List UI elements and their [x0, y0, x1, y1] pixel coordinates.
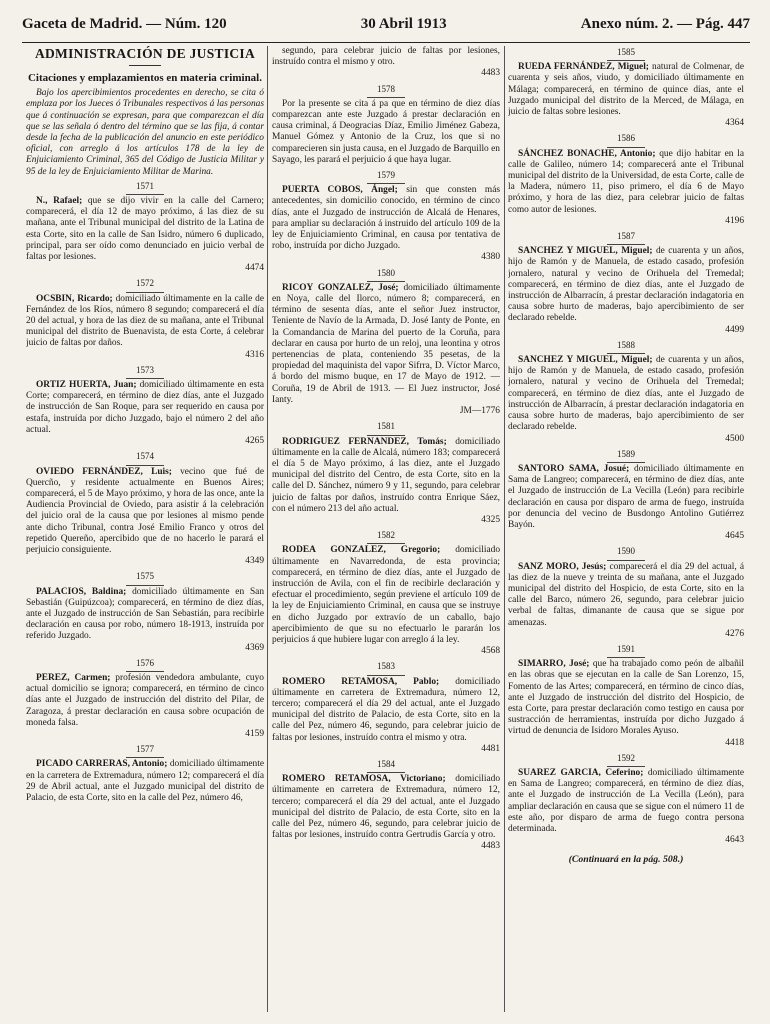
notice-entry: [26, 744, 264, 804]
notice-person-name: PALACIOS, Baldina;: [36, 586, 127, 597]
notice-text: domiciliado últimamente en Sama de Langreo; comparecerá, en término de diez días, ante el Juzgado de instrucción de La Vecilla (León) para recibirle declaración en causa por disparo de arma de fuego, instruída por denuncia del vecino de Busdongo Antolino Gutiérrez Bayón.: [508, 463, 744, 530]
notice-reference: 4265: [245, 436, 264, 447]
notice-body: [26, 294, 264, 350]
notice-number: 1579: [272, 170, 500, 184]
notice-reference: 4474: [245, 263, 264, 274]
notice-person-name: SÁNCHEZ BONACHE, Antonio;: [518, 148, 656, 159]
notice-entry: [26, 658, 264, 740]
notice-person-name: RICOY GONZALEZ, José;: [282, 282, 399, 293]
notice-entry: [26, 365, 264, 447]
notice-body: [272, 774, 500, 841]
notice-entry: [272, 46, 500, 80]
notice-reference: 4483: [481, 841, 500, 852]
notice-body: [272, 99, 500, 166]
notice-reference: 4369: [245, 642, 264, 653]
notice-entry: [272, 170, 500, 264]
notice-text: Por la presente se cita á pa que en término de diez días comparezcan ante este Juzgado á prestar declaración en causa criminal, á Deogracias Díaz, Emilio Jiménez Gabeza, Manuel Gómez y Antonio de la Cruz, los que si no comparecieren sin justa causa, en el Juzgado de Barquillo en Sayago, les parará el perjuicio á que haya lugar.: [272, 98, 500, 165]
notice-reference: 4500: [725, 433, 744, 444]
notice-number: 1589: [508, 449, 744, 463]
notice-entry: [26, 181, 264, 275]
header-right: Anexo núm. 2. — Pág. 447: [580, 15, 750, 32]
notice-text: domiciliado últimamente en carretera de Extremadura, número 12, tercero; comparecerá el día 29 del actual, ante el Juzgado municipal del distrito de Palacio, de esta Corte, sito en la calle del Pez, número 46, segundo, para celebrar juicio de faltas por lesiones, instruído contra Gertrudis García y otro.: [272, 774, 500, 841]
notice-number: 1581: [272, 421, 500, 435]
notice-reference: 4380: [481, 252, 500, 263]
notice-number: 1574: [26, 451, 264, 465]
notice-reference: 4159: [245, 728, 264, 739]
notice-entry: [26, 451, 264, 567]
section-title: ADMINISTRACIÓN DE JUSTICIA: [34, 46, 256, 61]
notice-text: domiciliado últimamente en esta Corte; comparecerá, en término de diez días, ante el Juzgado de instrucción de San Roque, para ser requerido en causa por estafa, instruída por dicho Juzgado, bajo el número 2 del año actual.: [26, 380, 264, 435]
notice-entry: [508, 340, 744, 445]
notice-body: [508, 562, 744, 629]
notice-number: 1584: [272, 759, 500, 773]
notice-person-name: ORTIZ HUERTA, Juan;: [36, 380, 137, 391]
notice-body: [26, 587, 264, 643]
notice-body: [508, 246, 744, 324]
notice-entry: [272, 421, 500, 526]
notice-entry: [26, 278, 264, 360]
notice-text: segundo, para celebrar juicio de faltas por lesiones, instruído contra el mismo y otro.: [272, 46, 500, 68]
notice-text: que ha trabajado como peón de albañil en las obras que se ejecutan en la calle de San Lorenzo, 15, Fomento de las Artes; comparecerá, en término de cinco días, ante el Juzgado de instrucción del distrito del Hospicio, de esta Corte, para prestar declaración como testigo en causa por sustracción de herramientas, instruída por dicho Juzgado á virtud de denuncia de Isidoro Morales Ayuso.: [508, 659, 744, 737]
notice-person-name: RODRIGUEZ FERNANDEZ, Tomás;: [282, 436, 447, 447]
column-2: [272, 46, 500, 1016]
notice-number: 1592: [508, 753, 744, 767]
notice-reference: 4643: [725, 835, 744, 846]
notice-number: 1577: [26, 744, 264, 758]
notice-person-name: PICADO CARRERAS, Antonio;: [36, 759, 168, 770]
notice-number: 1573: [26, 365, 264, 379]
notice-reference: 4276: [725, 628, 744, 639]
column-1: [26, 46, 264, 1016]
notice-body: [272, 677, 500, 744]
notice-body: [26, 467, 264, 557]
notice-text: sin que consten más antecedentes, sin domicilio conocido, en término de cinco días, ante el Juzgado de instrucción de Alcalá de Henares, para ampliar su declaración á instruido del artículo 109 de la ley de Enjuiciamiento Criminal, en causa por tentativa de robo, instruída por dicho Juzgado.: [272, 185, 500, 252]
notice-person-name: PUERTA COBOS, Ángel;: [282, 185, 398, 196]
notice-text: domiciliado últimamente en carretera de Extremadura, número 12, tercero; comparecerá el día 29 del actual, ante el Juzgado municipal del distrito de Palacio, de esta Corte, sito en la calle del Pez, número 46, segundo, para celebrar juicio de faltas por lesiones, instruído contra el mismo y otra.: [272, 676, 500, 743]
header-left: Gaceta de Madrid. — Núm. 120: [22, 15, 227, 32]
notice-text: natural de Colmenar, de cuarenta y seis años, viudo, y domiciliado últimamente en Málaga; comparecerá, en término de quince días, ante el Juzgado municipal del distrito de la Merced, de Málaga, en juicio de faltas sobre lesiones.: [508, 62, 744, 118]
notice-text: domiciliado últimamente en Noya, calle del Ilorco, número 8; comparecerá, en término de sesenta días, ante el señor Juez instructor, Teniente de Navío de la Armada, D. José Ianty de Ponte, en la Comandancia de Marina del puerto de la Coruña, para declarar en causa por hurto de un reloj, una leontina y otros pertenencias de plata, conteniendo 35 pesetas, de la propiedad del maquinista del vapor Sifrra, D. Víctor Marco, á bordo del mismo buque, en 17 de Mayo de 1912. — Coruña, 19 de Abril de 1913. — El Juez instructor, José Ianty.: [272, 282, 500, 405]
notice-person-name: SIMARRO, José;: [518, 659, 590, 670]
notice-text: que dijo habitar en la calle de Galileo, número 14; comparecerá ante el Tribunal municipal del distrito de la Universidad, de esta Corte, calle de la Madera, número 11, piso primero, el día 6 de Mayo próximo, y hora de las diez, para celebrar juicio de faltas como autor de lesiones.: [508, 148, 744, 215]
notice-entry: [508, 231, 744, 336]
notice-text: de cuarenta y un años, hijo de Ramón y de Manuela, de estado casado, profesión jornalero, natural y vecino de Orihuela del Tremedal; comparecerá, en término de diez días, ante el Juzgado de instrucción de Albarracín, á prestar declaración indagatoria en causa sobre hurto de maderas, bajo apercibimiento de ser declarado rebelde.: [508, 246, 744, 324]
notice-number: 1583: [272, 661, 500, 675]
notice-text: comparecerá el día 29 del actual, á las diez de la nueve y treinta de su mañana, ante el Juzgado municipal del distrito del Hospicio, de esta Corte, sito en la calle del Barco, número 26, segundo, para celebrar juicio verbal de faltas, dimanante de causa que se sigue por amenazas.: [508, 561, 744, 628]
notice-reference: 4418: [725, 737, 744, 748]
notice-person-name: OCSBIN, Ricardo;: [36, 293, 113, 304]
notice-number: 1582: [272, 530, 500, 544]
column-rule: [504, 46, 505, 1012]
notice-reference: 4364: [725, 118, 744, 129]
notice-entry: [272, 661, 500, 755]
notice-person-name: OVIEDO FERNÁNDEZ, Luis;: [36, 466, 172, 477]
notice-number: 1572: [26, 278, 264, 292]
notice-entry: [508, 644, 744, 749]
notice-number: 1588: [508, 340, 744, 354]
notice-entry: [272, 84, 500, 166]
notice-number: 1587: [508, 231, 744, 245]
notice-reference: 4349: [245, 556, 264, 567]
notice-text: de cuarenta y un años, hijo de Ramón y de Manuela, de estado casado, profesión jornalero, natural y vecino de Orihuela del Tremedal; comparecerá, en término de diez días, ante el Juzgado de instrucción de Albarracín, á prestar declaración indagatoria en causa sobre hurto de maderas, bajo apercibimiento de ser declarado rebelde.: [508, 355, 744, 433]
notice-number: 1578: [272, 84, 500, 98]
notice-number: 1571: [26, 181, 264, 195]
continuation-note: (Continuará en la pág. 508.): [568, 854, 684, 866]
notice-number: 1580: [272, 268, 500, 282]
notice-reference: 4481: [481, 743, 500, 754]
notice-body: [508, 149, 744, 216]
header-date: 30 Abril 1913: [360, 15, 447, 32]
notice-reference: 4645: [725, 531, 744, 542]
notice-text: domiciliado últimamente en la carretera de Extremadura, número 12; comparecerá el día 29 de Abril actual, ante el Juzgado municipal del distrito de Palacio, de esta Corte, sito en la calle del Pez, número 46,: [26, 759, 264, 803]
notice-body: [272, 283, 500, 406]
notice-entry: [272, 759, 500, 853]
notice-number: 1585: [508, 47, 744, 61]
notice-text: domiciliado últimamente en Sama de Langreo; comparecerá, en término de diez días, ante el Juzgado de instrucción de La Vecilla (León), para ampliar declaración en causa que se sigue con el número 11 de este año, por disparo de arma de fuego contra persona determinada.: [508, 767, 744, 834]
notice-text: vecino que fué de Quercño, y residente actualmente en Buenos Aires; comparecerá, el 5 de Mayo próximo, y hora de las once, ante la Audiencia Provincial de Oviedo, para asistir á la celebración del juicio oral de la causa que por lesiones al mismo pende ante dicho Tribunal, contra José Emilio Franco y otros del repetido Quereño, apercibido que de no hacerlo le parará el perjuicio consiguiente.: [26, 466, 264, 555]
notice-number: 1590: [508, 546, 744, 560]
notice-entry: [508, 753, 744, 847]
notice-text: profesión vendedora ambulante, cuyo actual domicilio se ignora; comparecerá, en término de cinco días ante el Juzgado de instrucción del distrito del Pilar, de Zaragoza, á prestar declaración en causa sobre ocupación de moneda falsa.: [26, 672, 264, 728]
notice-number: 1586: [508, 133, 744, 147]
notice-reference: 4499: [725, 324, 744, 335]
notice-person-name: ROMERO RETAMOSA, Pablo;: [282, 676, 440, 687]
notice-person-name: SANTORO SAMA, Josué;: [518, 463, 630, 474]
notice-body: [272, 185, 500, 252]
notice-body: [272, 46, 500, 68]
notice-body: [272, 437, 500, 515]
notice-body: [508, 62, 744, 118]
notice-reference: 4196: [725, 215, 744, 226]
notice-reference: 4568: [481, 646, 500, 657]
notice-text: que se dijo vivir en la calle del Carnero; comparecerá, el día 12 de mayo próximo, á las diez de su mañana, ante el Tribunal municipal del distrito de la Latina de esta Corte, sito en la calle de San Isidro, número 6 duplicado, principal, para ser oído como denunciado en juicio verbal de faltas por lesiones.: [26, 196, 264, 263]
notice-body: [508, 659, 744, 737]
notice-text: domiciliado últimamente en la calle de Fernández de los Ríos, número 8 segundo; comparecerá el día 20 del actual, y hora de las diez de su mañana, ante el Tribunal municipal del distrito de Buenavista, de esta Corte, á celebrar juicio de faltas por daños.: [26, 293, 264, 349]
notice-person-name: ROMERO RETAMOSA, Victoriano;: [282, 774, 446, 785]
page-header: [22, 6, 750, 43]
notice-reference: 4325: [481, 514, 500, 525]
notice-text: domiciliado últimamente en San Sebastián (Guipúzcoa); comparecerá, en término de diez días, ante el Juzgado de instrucción de San Sebastián, para recibirle declaración en causa por robo, número 18-1913, instruída por referido Juzgado.: [26, 586, 264, 642]
notice-person-name: N., Rafael;: [36, 196, 83, 207]
column-3: [508, 46, 744, 1016]
column-rule: [267, 46, 268, 1012]
notice-number: 1591: [508, 644, 744, 658]
notice-entry: [26, 571, 264, 653]
notice-entry: [272, 268, 500, 418]
notice-body: [26, 380, 264, 436]
title-rule: [129, 65, 161, 66]
notice-person-name: RUEDA FERNÁNDEZ, Miguel;: [518, 62, 649, 73]
notice-person-name: SUAREZ GARCIA, Ceferino;: [518, 767, 644, 778]
section-intro: Bajo los apercibimientos procedentes en derecho, se cita ó emplaza por los Jueces ó Tribunales respectivos á las personas que á continuación se expresan, para que comparezcan el día que se las señala ó dentro del término que se las fija, á contar desde la fecha de la publicación del anuncio en este periódico oficial, con arreglo á los artículos 178 de la ley de Enjuiciamiento Criminal, 365 del Código de Justicia Militar y 95 de la ley de Enjuiciamiento Militar de Marina.: [26, 88, 264, 177]
notice-number: 1575: [26, 571, 264, 585]
notice-body: [272, 545, 500, 646]
notice-number: 1576: [26, 658, 264, 672]
section-subtitle: Citaciones y emplazamientos en materia criminal.: [27, 72, 262, 85]
notice-entry: [508, 449, 744, 543]
notice-person-name: SANZ MORO, Jesús;: [518, 561, 607, 572]
notice-reference: 4483: [481, 68, 500, 79]
notice-body: [508, 355, 744, 433]
notice-body: [26, 196, 264, 263]
notice-entry: [508, 47, 744, 129]
notice-body: [508, 464, 744, 531]
notice-person-name: SANCHEZ Y MIGUEL, Miguel;: [518, 355, 653, 366]
notice-entry: [508, 546, 744, 640]
notice-body: [26, 673, 264, 729]
notice-reference: JM—1776: [459, 406, 500, 417]
notice-person-name: SANCHEZ Y MIGUEL, Miguel;: [518, 246, 653, 257]
notice-person-name: PEREZ, Carmen;: [36, 672, 111, 683]
notice-entry: [272, 530, 500, 657]
notice-text: domiciliado últimamente en la calle de Alcalá, número 183; comparecerá el día 5 de Mayo próximo, á las diez, ante el Juzgado municipal del distrito del Centro, de esta Corte, sito en la calle del D. Sánchez, número 9 y 11, segundo, para celebrar juicio de faltas por daños, instruído contra Enrique Sáez, con el número 213 del año actual.: [272, 436, 500, 514]
notice-person-name: RODEA GONZALEZ, Gregorio;: [282, 545, 441, 556]
notice-text: domiciliado últimamente en Navarredonda, de esta provincia; comparecerá, en término de diez días, ante el Juzgado de instrucción de Avila, con el fin de recibirle declaración y efectuar el procedimiento, según previene el artículo 109 de la ley de Enjuiciamiento Criminal, en causa que se instruye en dicho Juzgado por extravío de un caballo, bajo apercibimiento de que su no efectuarlo le pararán los perjuicios á que hubiere lugar con arreglo á la ley.: [272, 545, 500, 645]
notice-body: [26, 759, 264, 804]
notice-reference: 4316: [245, 349, 264, 360]
notice-body: [508, 768, 744, 835]
notice-entry: [508, 133, 744, 227]
